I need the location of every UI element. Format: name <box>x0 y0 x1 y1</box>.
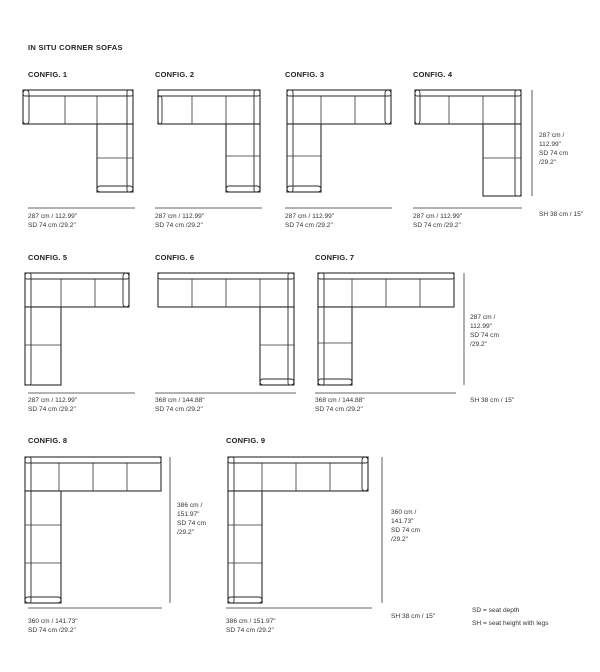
config-8-label: CONFIG. 8 <box>28 436 68 445</box>
config-1-label: CONFIG. 1 <box>28 70 68 79</box>
row1-seat-height: SH 38 cm / 15" <box>539 211 584 218</box>
config-7-dims: 368 cm / 144.88" SD 74 cm /29.2" <box>315 397 365 413</box>
sofa-seat <box>415 90 521 124</box>
config-9-label: CONFIG. 9 <box>226 436 266 445</box>
page-title: IN SITU CORNER SOFAS <box>28 43 123 52</box>
sofa-seat <box>287 90 391 124</box>
sofa-seat <box>228 491 262 603</box>
legend-seat-depth: SD = seat depth <box>472 607 520 614</box>
sofa-seat <box>226 124 260 192</box>
config-9-side-dims: 360 cm / 141.73" SD 74 cm /29.2" <box>391 509 420 543</box>
config-8-side-dims: 386 cm / 151.97" SD 74 cm /29.2" <box>177 502 206 536</box>
config-1-dims: 287 cm / 112.99" SD 74 cm /29.2" <box>28 213 78 229</box>
row1-side-dims: 287 cm / 112.99" SD 74 cm /29.2" <box>539 132 568 166</box>
config-6-dims: 368 cm / 144.88" SD 74 cm /29.2" <box>155 397 205 413</box>
row3-seat-height: SH 38 cm / 15" <box>391 613 436 620</box>
config-7-label: CONFIG. 7 <box>315 253 355 262</box>
config-5-label: CONFIG. 5 <box>28 253 68 262</box>
sofa-seat <box>23 90 133 124</box>
config-2-label: CONFIG. 2 <box>155 70 195 79</box>
sofa-seat <box>158 90 260 124</box>
sofa-seat <box>25 491 61 603</box>
sofa-seat <box>318 307 352 385</box>
config-4-label: CONFIG. 4 <box>413 70 453 79</box>
sofa-seat <box>25 307 61 385</box>
config-2-dims: 287 cm / 112.99" SD 74 cm /29.2" <box>155 213 205 229</box>
sofa-seat <box>228 457 368 491</box>
config-9-dims: 386 cm / 151.97" SD 74 cm /29.2" <box>226 618 276 634</box>
sofa-seat <box>260 307 294 385</box>
config-3-label: CONFIG. 3 <box>285 70 325 79</box>
config-8-dims: 360 cm / 141.73" SD 74 cm /29.2" <box>28 618 78 634</box>
row2-seat-height: SH 38 cm / 15" <box>470 397 515 404</box>
sofa-seat <box>287 124 321 192</box>
config-3-dims: 287 cm / 112.99" SD 74 cm /29.2" <box>285 213 335 229</box>
config-5-dims: 287 cm / 112.99" SD 74 cm /29.2" <box>28 397 78 413</box>
legend-seat-height: SH = seat height with legs <box>472 620 549 627</box>
row2-side-dims: 287 cm / 112.99" SD 74 cm /29.2" <box>470 314 499 348</box>
config-6-label: CONFIG. 6 <box>155 253 195 262</box>
config-4-dims: 287 cm / 112.99" SD 74 cm /29.2" <box>413 213 463 229</box>
sofa-seat <box>25 273 129 307</box>
